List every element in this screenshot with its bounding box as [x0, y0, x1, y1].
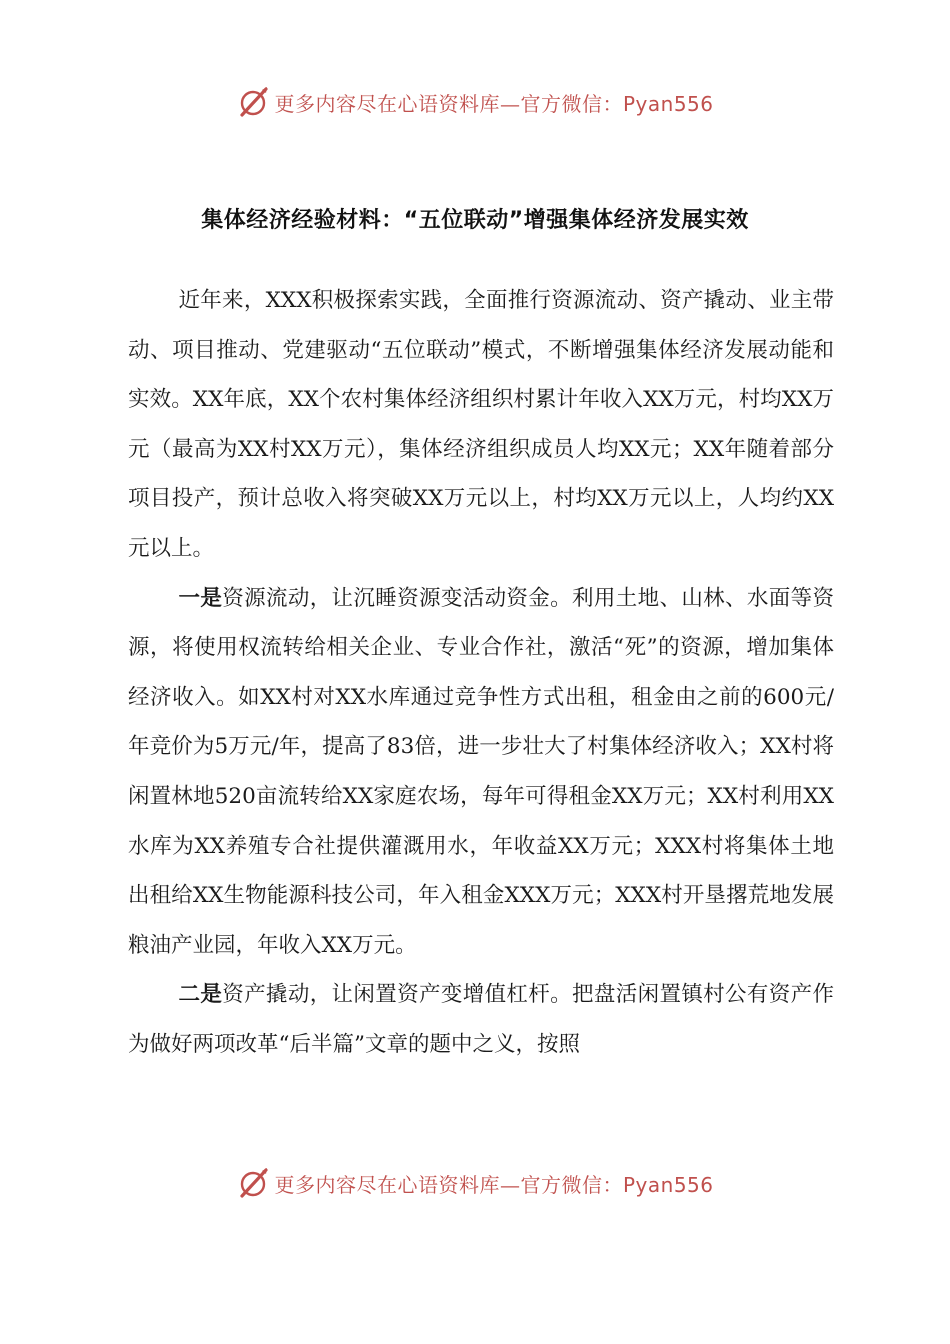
wechat-id: Pyan556	[622, 1172, 714, 1197]
watermark-banner-bottom	[0, 1163, 950, 1203]
point-lead: 一是	[178, 585, 223, 611]
paragraph-point-1: 一是资源流动，让沉睡资源变活动资金。利用土地、山林、水面等资源，将使用权流转给相关企业、专业合作社，激活“死”的资源，增加集体经济收入。如XX村对XX水库通过竞争性方式出租，租金由之前的600元/年竞价为5万元/年，提高了83倍，进一步壮大了村集体经济收入；XX村将闲置林地520亩流转给XX家庭农场，每年可得租金XX万元；XX村利用XX水库为XX养殖专合社提供灌溉用水，年收益XX万元；XXX村将集体土地出租给XX生物能源科技公司，年入租金XXX万元；XXX村开垦撂荒地发展粮油产业园，年收入XX万元。	[128, 585, 834, 958]
watermark-banner-top	[0, 82, 950, 122]
pen-logo-icon	[236, 84, 272, 120]
watermark-text: 更多内容尽在心语资料库—官方微信：Pyan556	[274, 91, 714, 116]
document-body	[128, 276, 834, 1070]
watermark-text: 更多内容尽在心语资料库—官方微信：Pyan556	[274, 1172, 714, 1197]
paragraph-intro: 近年来，XXX积极探索实践，全面推行资源流动、资产撬动、业主带动、项目推动、党建驱动“五位联动”模式，不断增强集体经济发展动能和实效。XX年底，XX个农村集体经济组织村累计年收入XX万元，村均XX万元（最高为XX村XX万元），集体经济组织成员人均XX元；XX年随着部分项目投产，预计总收入将突破XX万元以上，村均XX万元以上，人均约XX元以上。	[128, 288, 834, 561]
paragraph-point-2: 二是资产撬动，让闲置资产变增值杠杆。把盘活闲置镇村公有资产作为做好两项改革“后半篇”文章的题中之义，按照	[128, 982, 834, 1057]
point-lead: 二是	[178, 982, 223, 1008]
wechat-id: Pyan556	[622, 91, 714, 116]
pen-logo-icon	[236, 1165, 272, 1201]
document-title: 集体经济经验材料：“五位联动”增强集体经济发展实效	[201, 208, 749, 233]
